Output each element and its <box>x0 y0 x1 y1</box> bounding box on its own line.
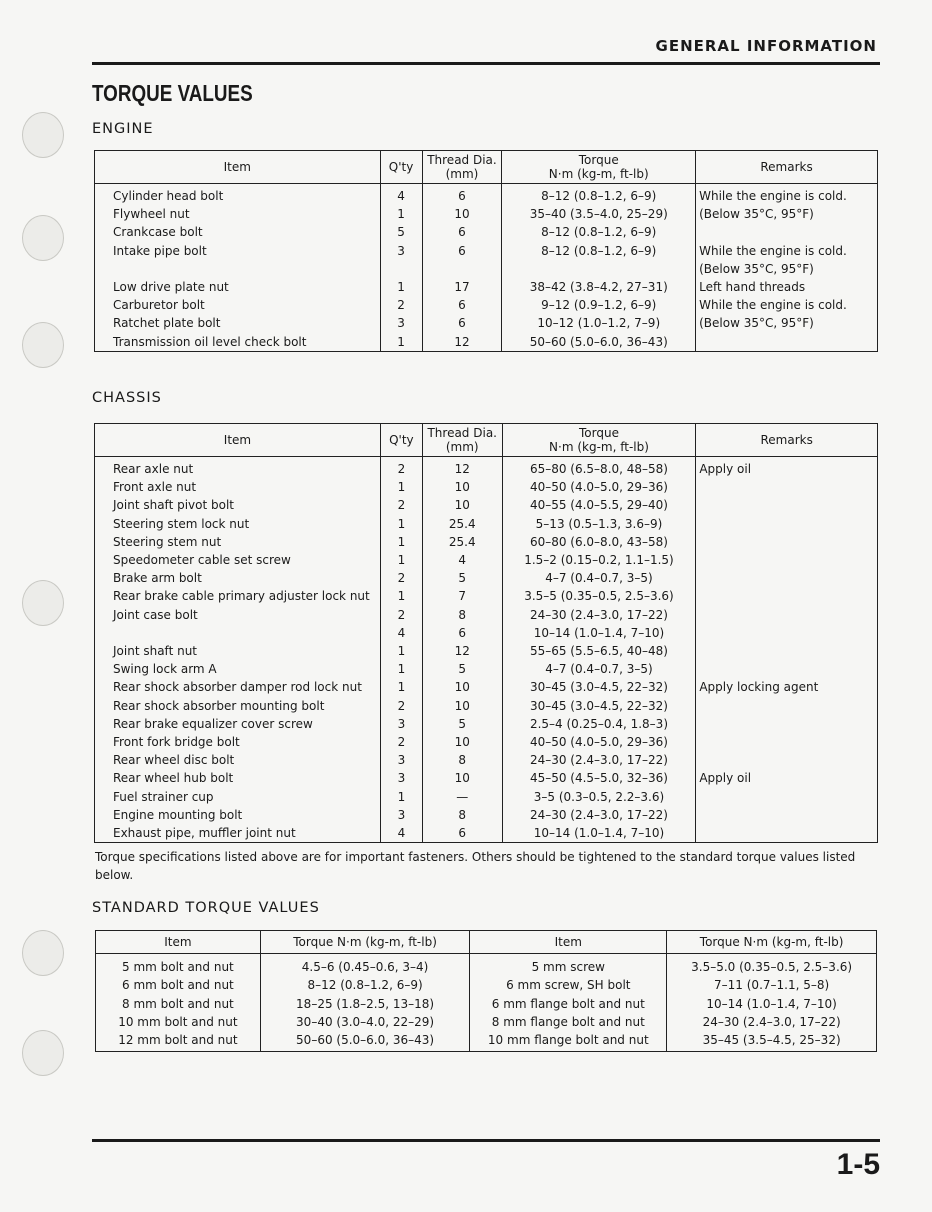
thread-cell: — <box>422 788 502 806</box>
torque-cell: 30–45 (3.0–4.5, 22–32) <box>502 697 696 715</box>
torque-cell: 18–25 (1.8–2.5, 13–18) <box>260 995 470 1013</box>
table-row <box>95 333 878 352</box>
torque-cell: 5–13 (0.5–1.3, 3.6–9) <box>502 515 696 533</box>
remarks-cell <box>696 551 878 569</box>
remarks-cell <box>696 223 878 241</box>
remarks-cell <box>696 715 878 733</box>
item-cell: Cylinder head bolt <box>95 184 381 206</box>
table-row <box>95 551 878 569</box>
binder-hole <box>22 580 64 626</box>
thread-cell: 8 <box>422 751 502 769</box>
item-cell: Joint shaft nut <box>95 642 381 660</box>
item-cell: 8 mm flange bolt and nut <box>470 1013 667 1031</box>
col-item: Item <box>470 931 667 954</box>
thread-cell: 12 <box>422 642 502 660</box>
torque-cell: 24–30 (2.4–3.0, 17–22) <box>502 751 696 769</box>
thread-cell: 6 <box>422 824 502 843</box>
binder-hole <box>22 215 64 261</box>
torque-cell: 38–42 (3.8–4.2, 27–31) <box>502 278 696 296</box>
item-cell: Ratchet plate bolt <box>95 314 381 332</box>
torque-cell: 24–30 (2.4–3.0, 17–22) <box>502 806 696 824</box>
table-row <box>95 697 878 715</box>
table-row <box>95 769 878 787</box>
qty-cell: 4 <box>380 824 422 843</box>
item-cell: Joint case bolt <box>95 606 381 624</box>
item-cell: 6 mm screw, SH bolt <box>470 976 667 994</box>
table-row <box>95 205 878 223</box>
item-cell: Intake pipe bolt <box>95 242 381 260</box>
qty-cell: 3 <box>380 242 422 260</box>
qty-cell: 2 <box>380 296 422 314</box>
table-row <box>95 496 878 514</box>
item-cell: Front axle nut <box>95 478 381 496</box>
remarks-cell <box>696 697 878 715</box>
qty-cell: 1 <box>380 587 422 605</box>
remarks-cell <box>696 515 878 533</box>
table-row <box>95 733 878 751</box>
item-cell: Carburetor bolt <box>95 296 381 314</box>
remarks-cell: While the engine is cold. <box>696 242 878 260</box>
standard-table <box>95 930 877 1052</box>
remarks-cell: While the engine is cold. <box>696 296 878 314</box>
torque-cell: 8–12 (0.8–1.2, 6–9) <box>502 184 696 206</box>
col-torque: Torque N·m (kg-m, ft-lb) <box>667 931 877 954</box>
item-cell: Rear brake cable primary adjuster lock nut <box>95 587 381 605</box>
torque-cell: 35–40 (3.5–4.0, 25–29) <box>502 205 696 223</box>
thread-cell: 25.4 <box>422 515 502 533</box>
table-row <box>95 678 878 696</box>
thread-cell: 10 <box>422 697 502 715</box>
col-thread: Thread Dia. (mm) <box>422 424 502 457</box>
qty-cell: 3 <box>380 751 422 769</box>
thread-cell: 6 <box>422 223 502 241</box>
item-cell: Swing lock arm A <box>95 660 381 678</box>
item-cell: Rear axle nut <box>95 457 381 479</box>
item-cell: Transmission oil level check bolt <box>95 333 381 352</box>
torque-cell: 9–12 (0.9–1.2, 6–9) <box>502 296 696 314</box>
chassis-header-row <box>95 424 878 457</box>
qty-cell: 4 <box>380 624 422 642</box>
binder-hole <box>22 1030 64 1076</box>
thread-cell: 5 <box>422 715 502 733</box>
remarks-cell <box>696 606 878 624</box>
qty-cell: 2 <box>380 569 422 587</box>
item-cell: Rear brake equalizer cover screw <box>95 715 381 733</box>
table-row <box>95 314 878 332</box>
table-row <box>95 223 878 241</box>
binder-hole <box>22 322 64 368</box>
torque-cell: 10–14 (1.0–1.4, 7–10) <box>667 995 877 1013</box>
table-row <box>96 976 877 994</box>
thread-cell <box>422 260 502 278</box>
remarks-cell: (Below 35°C, 95°F) <box>696 260 878 278</box>
qty-cell: 1 <box>380 788 422 806</box>
table-row <box>95 751 878 769</box>
binder-hole <box>22 112 64 158</box>
torque-cell: 3.5–5.0 (0.35–0.5, 2.5–3.6) <box>667 954 877 977</box>
col-remarks: Remarks <box>696 151 878 184</box>
col-torque <box>502 151 696 184</box>
remarks-cell <box>696 569 878 587</box>
standard-heading: STANDARD TORQUE VALUES <box>92 900 320 916</box>
torque-cell: 10–14 (1.0–1.4, 7–10) <box>502 624 696 642</box>
col-torque-label: Torque <box>578 153 619 167</box>
qty-cell: 3 <box>380 715 422 733</box>
thread-cell: 4 <box>422 551 502 569</box>
item-cell: Rear shock absorber mounting bolt <box>95 697 381 715</box>
thread-cell: 6 <box>422 296 502 314</box>
remarks-cell <box>696 496 878 514</box>
torque-cell: 8–12 (0.8–1.2, 6–9) <box>502 223 696 241</box>
item-cell: Crankcase bolt <box>95 223 381 241</box>
header-rule <box>92 62 880 65</box>
engine-heading: ENGINE <box>92 121 154 137</box>
table-row <box>95 806 878 824</box>
chassis-table <box>94 423 878 843</box>
torque-note: Torque specifications listed above are for important fasteners. Others should be tightened to the standard torque values listed below. <box>95 850 856 882</box>
col-item: Item <box>95 151 381 184</box>
table-row <box>95 715 878 733</box>
chassis-heading: CHASSIS <box>92 390 162 406</box>
torque-cell: 40–50 (4.0–5.0, 29–36) <box>502 478 696 496</box>
remarks-cell: (Below 35°C, 95°F) <box>696 205 878 223</box>
remarks-cell <box>696 478 878 496</box>
col-remarks: Remarks <box>696 424 878 457</box>
remarks-cell <box>696 751 878 769</box>
torque-cell: 4–7 (0.4–0.7, 3–5) <box>502 660 696 678</box>
table-row <box>95 824 878 843</box>
torque-cell: 7–11 (0.7–1.1, 5–8) <box>667 976 877 994</box>
torque-cell <box>502 260 696 278</box>
qty-cell: 4 <box>380 184 422 206</box>
col-torque <box>502 424 696 457</box>
item-cell: 10 mm bolt and nut <box>96 1013 261 1031</box>
item-cell: Front fork bridge bolt <box>95 733 381 751</box>
thread-cell: 7 <box>422 587 502 605</box>
remarks-cell: (Below 35°C, 95°F) <box>696 314 878 332</box>
qty-cell: 2 <box>380 733 422 751</box>
thread-cell: 6 <box>422 314 502 332</box>
footer-rule <box>92 1139 880 1142</box>
table-row <box>95 533 878 551</box>
qty-cell: 1 <box>380 551 422 569</box>
thread-cell: 12 <box>422 457 502 479</box>
item-cell <box>95 624 381 642</box>
thread-cell: 10 <box>422 733 502 751</box>
table-row <box>95 660 878 678</box>
section-header: GENERAL INFORMATION <box>655 37 877 55</box>
binder-hole <box>22 930 64 976</box>
item-cell: 6 mm flange bolt and nut <box>470 995 667 1013</box>
col-torque: Torque N·m (kg-m, ft-lb) <box>260 931 470 954</box>
remarks-cell <box>696 733 878 751</box>
torque-cell: 50–60 (5.0–6.0, 36–43) <box>502 333 696 352</box>
col-item: Item <box>95 424 381 457</box>
thread-cell: 8 <box>422 606 502 624</box>
col-qty: Q'ty <box>380 151 422 184</box>
col-thread: Thread Dia. (mm) <box>422 151 502 184</box>
torque-cell: 35–45 (3.5–4.5, 25–32) <box>667 1031 877 1052</box>
thread-cell: 10 <box>422 678 502 696</box>
remarks-cell <box>696 642 878 660</box>
torque-cell: 65–80 (6.5–8.0, 48–58) <box>502 457 696 479</box>
remarks-cell <box>696 660 878 678</box>
item-cell: 5 mm bolt and nut <box>96 954 261 977</box>
remarks-cell: Left hand threads <box>696 278 878 296</box>
item-cell: 8 mm bolt and nut <box>96 995 261 1013</box>
col-item: Item <box>96 931 261 954</box>
table-row <box>95 184 878 206</box>
thread-cell: 5 <box>422 660 502 678</box>
torque-cell: 8–12 (0.8–1.2, 6–9) <box>260 976 470 994</box>
qty-cell: 1 <box>380 515 422 533</box>
thread-cell: 6 <box>422 242 502 260</box>
torque-cell: 30–45 (3.0–4.5, 22–32) <box>502 678 696 696</box>
engine-header-row <box>95 151 878 184</box>
table-row <box>96 954 877 977</box>
torque-cell: 24–30 (2.4–3.0, 17–22) <box>667 1013 877 1031</box>
qty-cell: 1 <box>380 642 422 660</box>
item-cell: Fuel strainer cup <box>95 788 381 806</box>
torque-cell: 30–40 (3.0–4.0, 22–29) <box>260 1013 470 1031</box>
torque-cell: 40–55 (4.0–5.5, 29–40) <box>502 496 696 514</box>
table-row <box>95 242 878 260</box>
torque-cell: 50–60 (5.0–6.0, 36–43) <box>260 1031 470 1052</box>
qty-cell <box>380 260 422 278</box>
qty-cell: 2 <box>380 606 422 624</box>
thread-cell: 25.4 <box>422 533 502 551</box>
table-row <box>95 478 878 496</box>
thread-cell: 17 <box>422 278 502 296</box>
torque-cell: 4.5–6 (0.45–0.6, 3–4) <box>260 954 470 977</box>
item-cell: Low drive plate nut <box>95 278 381 296</box>
qty-cell: 5 <box>380 223 422 241</box>
thread-cell: 12 <box>422 333 502 352</box>
remarks-cell <box>696 624 878 642</box>
qty-cell: 1 <box>380 205 422 223</box>
thread-cell: 10 <box>422 205 502 223</box>
item-cell: 5 mm screw <box>470 954 667 977</box>
table-row <box>96 1031 877 1052</box>
thread-cell: 6 <box>422 624 502 642</box>
remarks-cell <box>696 533 878 551</box>
col-torque-units: N·m (kg-m, ft-lb) <box>549 440 649 454</box>
qty-cell: 3 <box>380 769 422 787</box>
qty-cell: 2 <box>380 697 422 715</box>
remarks-cell: Apply oil <box>696 457 878 479</box>
item-cell: Steering stem lock nut <box>95 515 381 533</box>
item-cell: Joint shaft pivot bolt <box>95 496 381 514</box>
torque-cell: 10–12 (1.0–1.2, 7–9) <box>502 314 696 332</box>
torque-cell: 24–30 (2.4–3.0, 17–22) <box>502 606 696 624</box>
torque-cell: 40–50 (4.0–5.0, 29–36) <box>502 733 696 751</box>
remarks-cell <box>696 806 878 824</box>
table-row <box>95 624 878 642</box>
table-row <box>95 642 878 660</box>
item-cell: 12 mm bolt and nut <box>96 1031 261 1052</box>
torque-cell: 1.5–2 (0.15–0.2, 1.1–1.5) <box>502 551 696 569</box>
table-row <box>96 995 877 1013</box>
item-cell <box>95 260 381 278</box>
torque-cell: 60–80 (6.0–8.0, 43–58) <box>502 533 696 551</box>
item-cell: Brake arm bolt <box>95 569 381 587</box>
thread-cell: 10 <box>422 769 502 787</box>
qty-cell: 1 <box>380 333 422 352</box>
item-cell: Rear shock absorber damper rod lock nut <box>95 678 381 696</box>
qty-cell: 1 <box>380 660 422 678</box>
thread-cell: 10 <box>422 496 502 514</box>
table-row <box>95 606 878 624</box>
qty-cell: 1 <box>380 278 422 296</box>
page-number: 1-5 <box>836 1148 880 1181</box>
engine-table <box>94 150 878 352</box>
table-row <box>95 788 878 806</box>
qty-cell: 2 <box>380 457 422 479</box>
remarks-cell <box>696 333 878 352</box>
col-torque-label: Torque <box>578 426 619 440</box>
item-cell: Rear wheel hub bolt <box>95 769 381 787</box>
col-torque-units: N·m (kg-m, ft-lb) <box>548 167 649 181</box>
torque-cell: 45–50 (4.5–5.0, 32–36) <box>502 769 696 787</box>
torque-cell: 8–12 (0.8–1.2, 6–9) <box>502 242 696 260</box>
table-row <box>95 457 878 479</box>
table-row <box>95 569 878 587</box>
remarks-cell: While the engine is cold. <box>696 184 878 206</box>
thread-cell: 6 <box>422 184 502 206</box>
qty-cell: 2 <box>380 496 422 514</box>
thread-cell: 10 <box>422 478 502 496</box>
torque-cell: 4–7 (0.4–0.7, 3–5) <box>502 569 696 587</box>
item-cell: Exhaust pipe, muffler joint nut <box>95 824 381 843</box>
qty-cell: 3 <box>380 314 422 332</box>
qty-cell: 3 <box>380 806 422 824</box>
remarks-cell: Apply locking agent <box>696 678 878 696</box>
qty-cell: 1 <box>380 478 422 496</box>
item-cell: Steering stem nut <box>95 533 381 551</box>
page-title: TORQUE VALUES <box>92 80 253 106</box>
table-row <box>95 278 878 296</box>
thread-cell: 5 <box>422 569 502 587</box>
table-row <box>95 587 878 605</box>
remarks-cell <box>696 788 878 806</box>
item-cell: Speedometer cable set screw <box>95 551 381 569</box>
item-cell: Rear wheel disc bolt <box>95 751 381 769</box>
torque-cell: 10–14 (1.0–1.4, 7–10) <box>502 824 696 843</box>
table-row <box>95 515 878 533</box>
torque-cell: 3–5 (0.3–0.5, 2.2–3.6) <box>502 788 696 806</box>
torque-cell: 2.5–4 (0.25–0.4, 1.8–3) <box>502 715 696 733</box>
item-cell: Engine mounting bolt <box>95 806 381 824</box>
qty-cell: 1 <box>380 533 422 551</box>
item-cell: 6 mm bolt and nut <box>96 976 261 994</box>
remarks-cell: Apply oil <box>696 769 878 787</box>
remarks-cell <box>696 587 878 605</box>
table-row <box>95 296 878 314</box>
item-cell: 10 mm flange bolt and nut <box>470 1031 667 1052</box>
qty-cell: 1 <box>380 678 422 696</box>
torque-cell: 55–65 (5.5–6.5, 40–48) <box>502 642 696 660</box>
col-qty: Q'ty <box>380 424 422 457</box>
remarks-cell <box>696 824 878 843</box>
table-row <box>96 1013 877 1031</box>
thread-cell: 8 <box>422 806 502 824</box>
standard-header-row <box>96 931 877 954</box>
torque-cell: 3.5–5 (0.35–0.5, 2.5–3.6) <box>502 587 696 605</box>
table-row <box>95 260 878 278</box>
item-cell: Flywheel nut <box>95 205 381 223</box>
